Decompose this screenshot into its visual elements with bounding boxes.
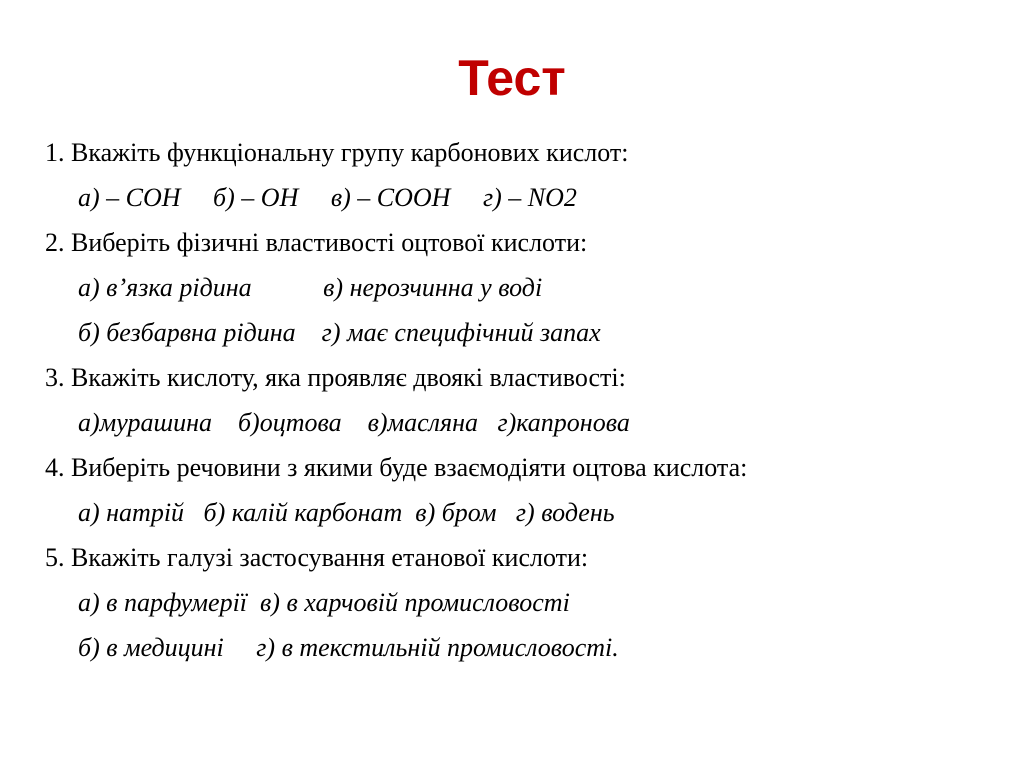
- question-2-options-row-2: б) безбарвна рідина г) має специфічний запах: [78, 318, 601, 347]
- question-4-text: 4. Виберіть речовини з якими буде взаємодіяти оцтова кислота:: [45, 453, 748, 482]
- question-3-text: 3. Вкажіть кислоту, яка проявляє двоякі властивості:: [45, 363, 626, 392]
- question-1-options: а) – СОН б) – ОН в) – СООН г) – NO2: [78, 183, 577, 212]
- question-4-options: а) натрій б) калій карбонат в) бром г) водень: [78, 498, 615, 527]
- question-2-options-row-1: а) в’язка рідина в) нерозчинна у воді: [78, 273, 543, 302]
- slide-body: [45, 130, 1005, 670]
- question-5-text: 5. Вкажіть галузі застосування етанової кислоти:: [45, 543, 589, 572]
- question-1-text: 1. Вкажіть функціональну групу карбонових кислот:: [45, 138, 629, 167]
- question-3-options: а)мурашина б)оцтова в)масляна г)капронова: [78, 408, 630, 437]
- slide-title: Тест: [458, 50, 566, 106]
- question-2-text: 2. Виберіть фізичні властивості оцтової кислоти:: [45, 228, 588, 257]
- question-5-options-row-1: а) в парфумерії в) в харчовій промисловості: [78, 588, 570, 617]
- question-5-options-row-2: б) в медицині г) в текстильній промисловості.: [78, 633, 619, 662]
